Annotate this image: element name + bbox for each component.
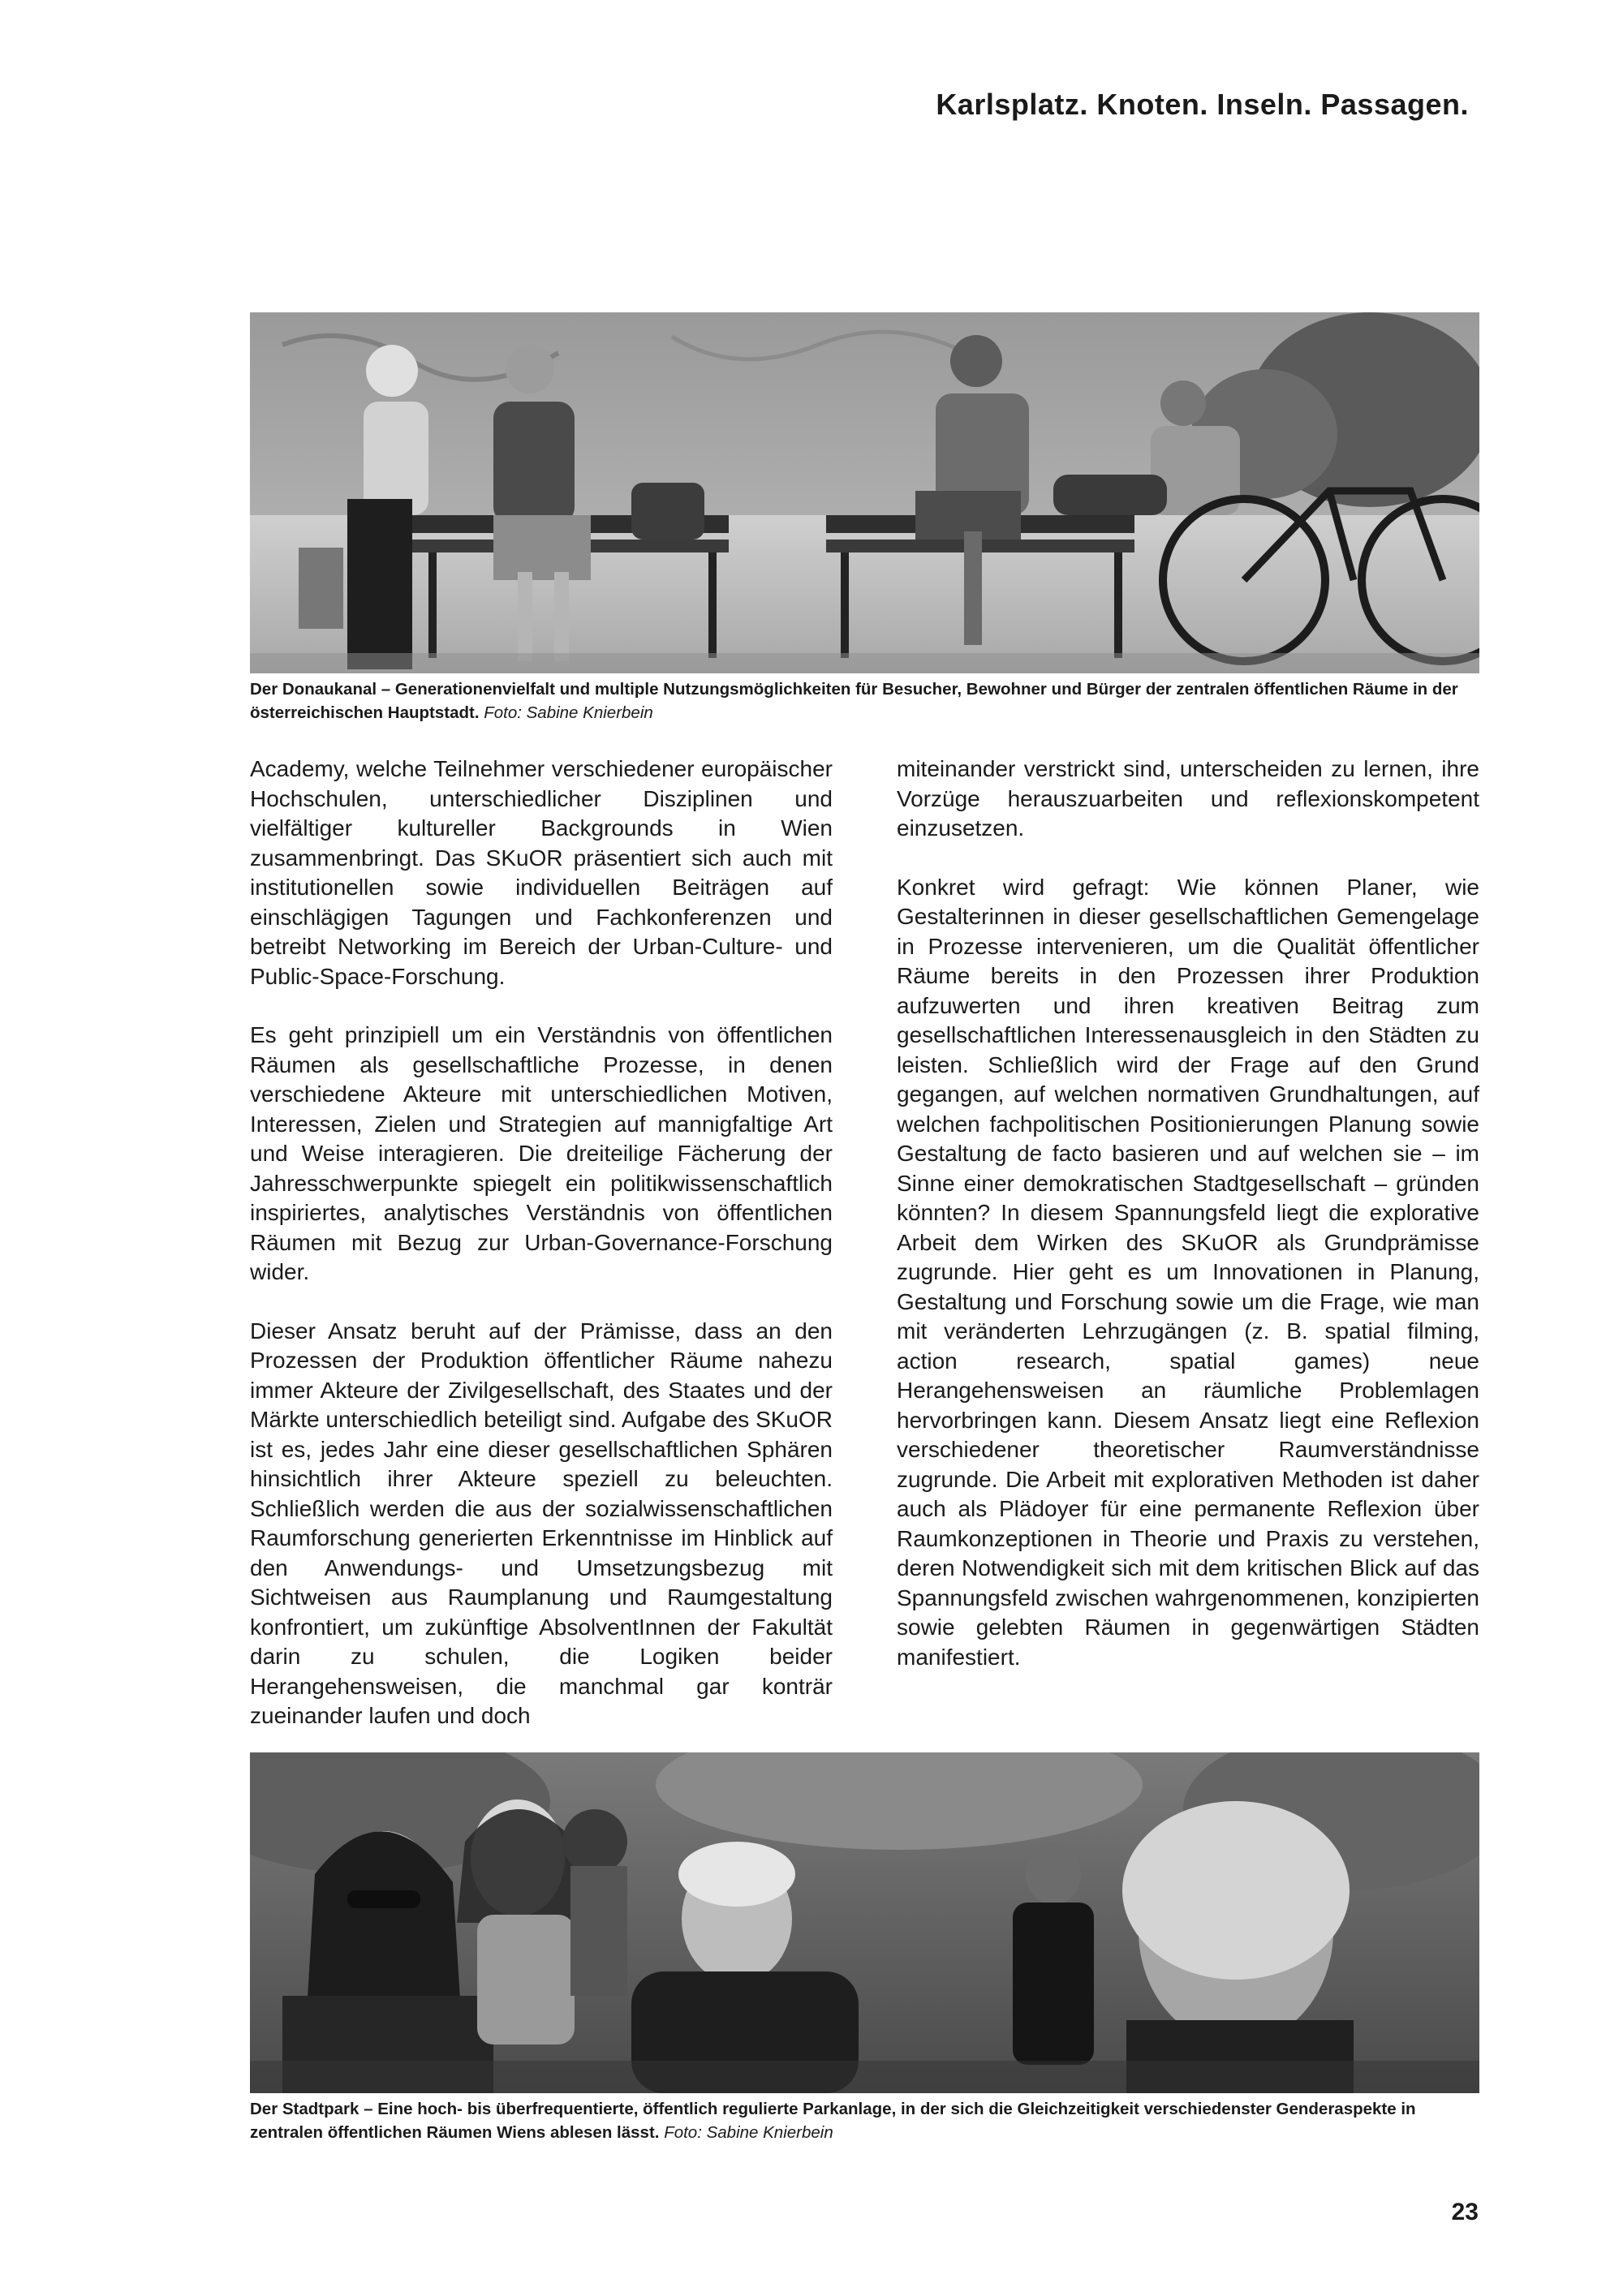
text-column-left: [250, 755, 833, 1761]
photo-stadtpark: [250, 1752, 1479, 2093]
photo-stadtpark-image: [250, 1752, 1479, 2093]
caption-text: Der Stadtpark – Eine hoch- bis überfrequentierte, öffentlich regulierte Parkanlage, in der sich die Gleichzeitigkeit verschiedenster Genderaspekte in zentralen öffentlichen Räumen Wiens ablesen lässt.: [250, 2100, 1416, 2142]
photo-donaukanal: [250, 312, 1479, 673]
photo-caption-donaukanal: [250, 677, 1479, 724]
paragraph: Konkret wird gefragt: Wie können Planer, wie Gestalterinnen in dieser gesellschaftlichen Gemengelage in Prozesse intervenieren, um die Qualität öffentlicher Räume bereits in den Prozessen ihrer Produktion aufzuwerten und ihren kreativen Beitrag zum gesellschaftlichen Interessenausgleich in den Städten zu leisten. Schließlich wird der Frage auf den Grund gegangen, auf welchen normativen Grundhaltungen, auf welchen fachpolitischen Positionierungen Planung sowie Gestaltung de facto basieren und auf welchen sie – im Sinne einer demokratischen Stadtgesellschaft – gründen könnten? In diesem Spannungsfeld liegt die explorative Arbeit dem Wirken des SKuOR als Grundprämisse zugrunde. Hier geht es um Innovationen in Planung, Gestaltung und Forschung sowie um die Frage, wie man mit veränderten Lehrzugängen (z. B. spatial filming, action research, spatial games) neue Herangehensweisen an räumliche Problemlagen hervorbringen kann. Diesem Ansatz liegt eine Reflexion verschiedener theoretischer Raumverständnisse zugrunde. Die Arbeit mit explorativen Methoden ist daher auch als Plädoyer für eine permanente Reflexion über Raumkonzeptionen in Theorie und Praxis zu verstehen, deren Notwendigkeit sich mit dem kritischen Blick auf das Spannungsfeld zwischen wahrgenommenen, konzipierten sowie gelebten Räumen in gegenwärtigen Städten manifestiert.: [897, 874, 1479, 1670]
paragraph: Dieser Ansatz beruht auf der Prämisse, dass an den Prozessen der Produktion öffentlicher Räume nahezu immer Akteure der Zivilgesellschaft, des Staates und der Märkte unterschiedlich beteiligt sind. Aufgabe des SKuOR ist es, jedes Jahr eine dieser gesellschaftlichen Sphären hinsichtlich ihrer Akteure speziell zu beleuchten. Schließlich werden die aus der sozialwissenschaftlichen Raumforschung generierten Erkenntnisse im Hinblick auf den Anwendungs- und Umsetzungsbezug mit Sichtweisen aus Raumplanung und Raumgestaltung konfrontiert, um zukünftige AbsolventInnen der Fakultät darin zu schulen, die Logiken beider Herangehensweisen, die manchmal gar konträr zueinander laufen und doch: [250, 1318, 833, 1728]
paragraph: miteinander verstrickt sind, unterscheiden zu lernen, ihre Vorzüge herauszuarbeiten und reflexionskompetent einzusetzen.: [897, 756, 1479, 841]
paragraph: Es geht prinzipiell um ein Verständnis von öffentlichen Räumen als gesellschaftliche Prozesse, in denen verschiedene Akteure mit unterschiedlichen Motiven, Interessen, Zielen und Strategien auf mannigfaltige Art und Weise interagieren. Die dreiteilige Fächerung der Jahresschwerpunkte spiegelt ein politikwissenschaftlich inspiriertes, analytisches Verständnis von öffentlichen Räumen mit Bezug zur Urban-Governance-Forschung wider.: [250, 1022, 833, 1284]
caption-text: Der Donaukanal – Generationenvielfalt und multiple Nutzungsmöglichkeiten für Besucher, Bewohner und Bürger der zentralen öffentlichen Räume in der österreichischen Hauptstadt.: [250, 680, 1458, 722]
photo-credit: Foto: Sabine Knierbein: [664, 2123, 833, 2142]
photo-credit: Foto: Sabine Knierbein: [484, 703, 653, 722]
photo-donaukanal-image: [250, 312, 1479, 673]
text-column-right: [897, 755, 1479, 1701]
running-header-title: Karlsplatz. Knoten. Inseln. Passagen.: [936, 88, 1469, 121]
page-number: 23: [1451, 2199, 1479, 2225]
photo-caption-stadtpark: [250, 2097, 1479, 2144]
paragraph: Academy, welche Teilnehmer verschiedener europäischer Hochschulen, unterschiedlicher Disziplinen und vielfältiger kultureller Backgrounds in Wien zusammenbringt. Das SKuOR präsentiert sich auch mit institutionellen sowie individuellen Beiträgen auf einschlägigen Tagungen und Fachkonferenzen und betreibt Networking im Bereich der Urban-Culture- und Public-Space-Forschung.: [250, 756, 833, 989]
